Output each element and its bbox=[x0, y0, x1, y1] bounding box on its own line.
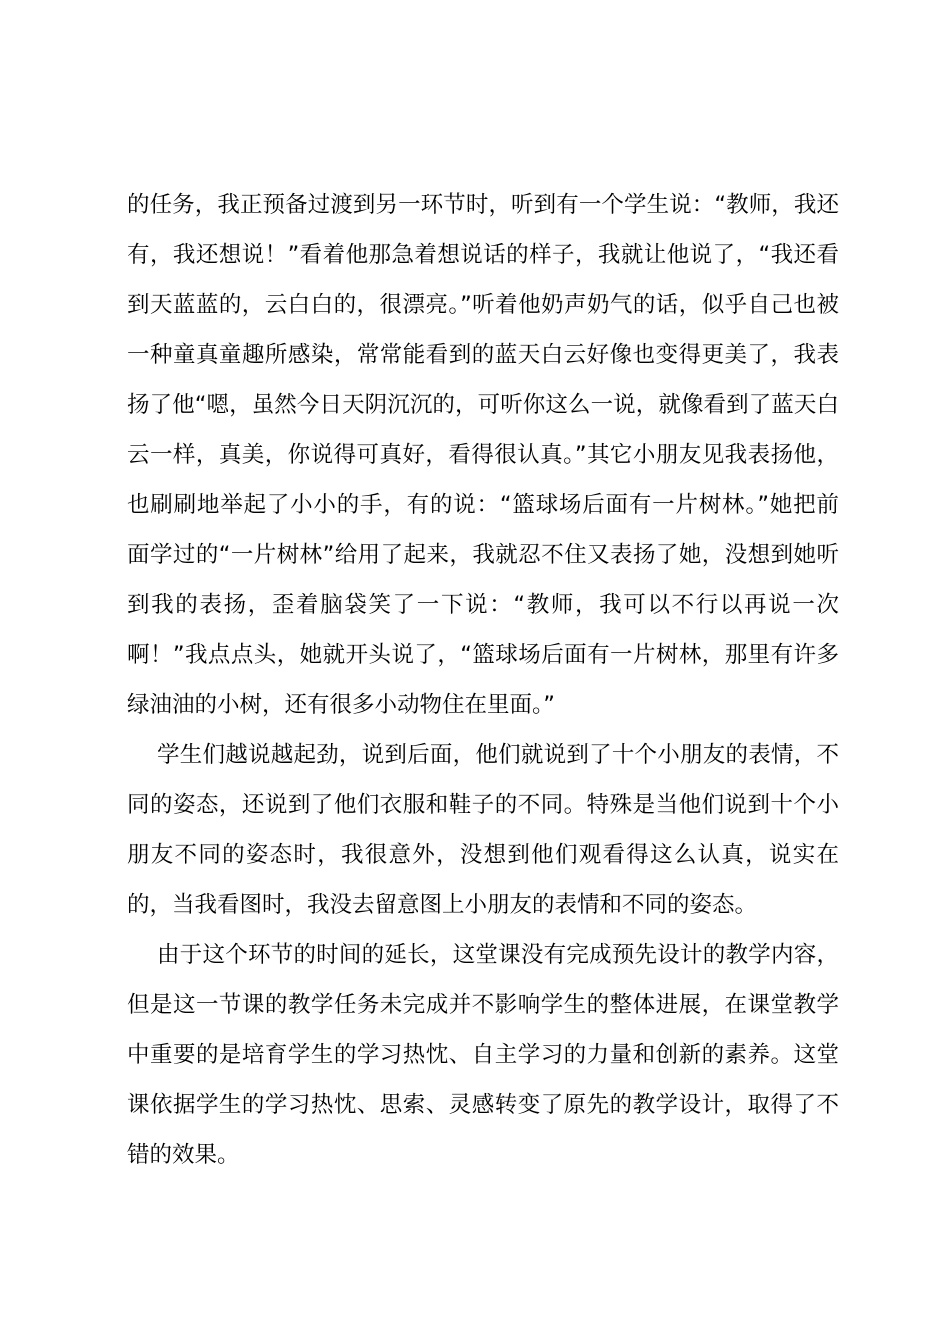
text-line: 到我的表扬，歪着脑袋笑了一下说：“教师，我可以不行以再说一次 bbox=[127, 592, 839, 618]
text-line: 也刷刷地举起了小小的手，有的说：“篮球场后面有一片树林。”她把前 bbox=[127, 492, 839, 518]
text-line: 有，我还想说！”看着他那急着想说话的样子，我就让他说了，“我还看 bbox=[127, 242, 839, 268]
text-line: 错的效果。 bbox=[127, 1142, 240, 1168]
body-text bbox=[127, 180, 839, 1180]
text-line: 的任务，我正预备过渡到另一环节时，听到有一个学生说：“教师，我还 bbox=[127, 192, 839, 218]
text-line: 一种童真童趣所感染，常常能看到的蓝天白云好像也变得更美了，我表 bbox=[127, 342, 839, 368]
text-line: 朋友不同的姿态时，我很意外，没想到他们观看得这么认真，说实在 bbox=[127, 842, 839, 868]
text-line: 同的姿态，还说到了他们衣服和鞋子的不同。特殊是当他们说到十个小 bbox=[127, 792, 839, 818]
text-line: 课依据学生的学习热忱、思索、灵感转变了原先的教学设计，取得了不 bbox=[127, 1092, 839, 1118]
text-line: 绿油油的小树，还有很多小动物住在里面。” bbox=[127, 692, 555, 718]
text-line: 中重要的是培育学生的学习热忱、自主学习的力量和创新的素养。这堂 bbox=[127, 1042, 839, 1068]
paragraph-first-line: 学生们越说越起劲，说到后面，他们就说到了十个小朋友的表情，不 bbox=[157, 742, 839, 768]
text-line: 扬了他“嗯，虽然今日天阴沉沉的，可听你这么一说，就像看到了蓝天白 bbox=[127, 392, 839, 418]
text-line: 到天蓝蓝的，云白白的，很漂亮。”听着他奶声奶气的话，似乎自己也被 bbox=[127, 292, 839, 318]
text-line: 云一样，真美，你说得可真好，看得很认真。”其它小朋友见我表扬他， bbox=[127, 442, 839, 468]
text-line: 的，当我看图时，我没去留意图上小朋友的表情和不同的姿态。 bbox=[127, 892, 758, 918]
paragraph-first-line: 由于这个环节的时间的延长，这堂课没有完成预先设计的教学内容， bbox=[157, 942, 839, 968]
text-line: 面学过的“一片树林”给用了起来，我就忍不住又表扬了她，没想到她听 bbox=[127, 542, 839, 568]
text-line: 但是这一节课的教学任务未完成并不影响学生的整体进展，在课堂教学 bbox=[127, 992, 839, 1018]
text-line: 啊！”我点点头，她就开头说了，“篮球场后面有一片树林，那里有许多 bbox=[127, 642, 839, 668]
